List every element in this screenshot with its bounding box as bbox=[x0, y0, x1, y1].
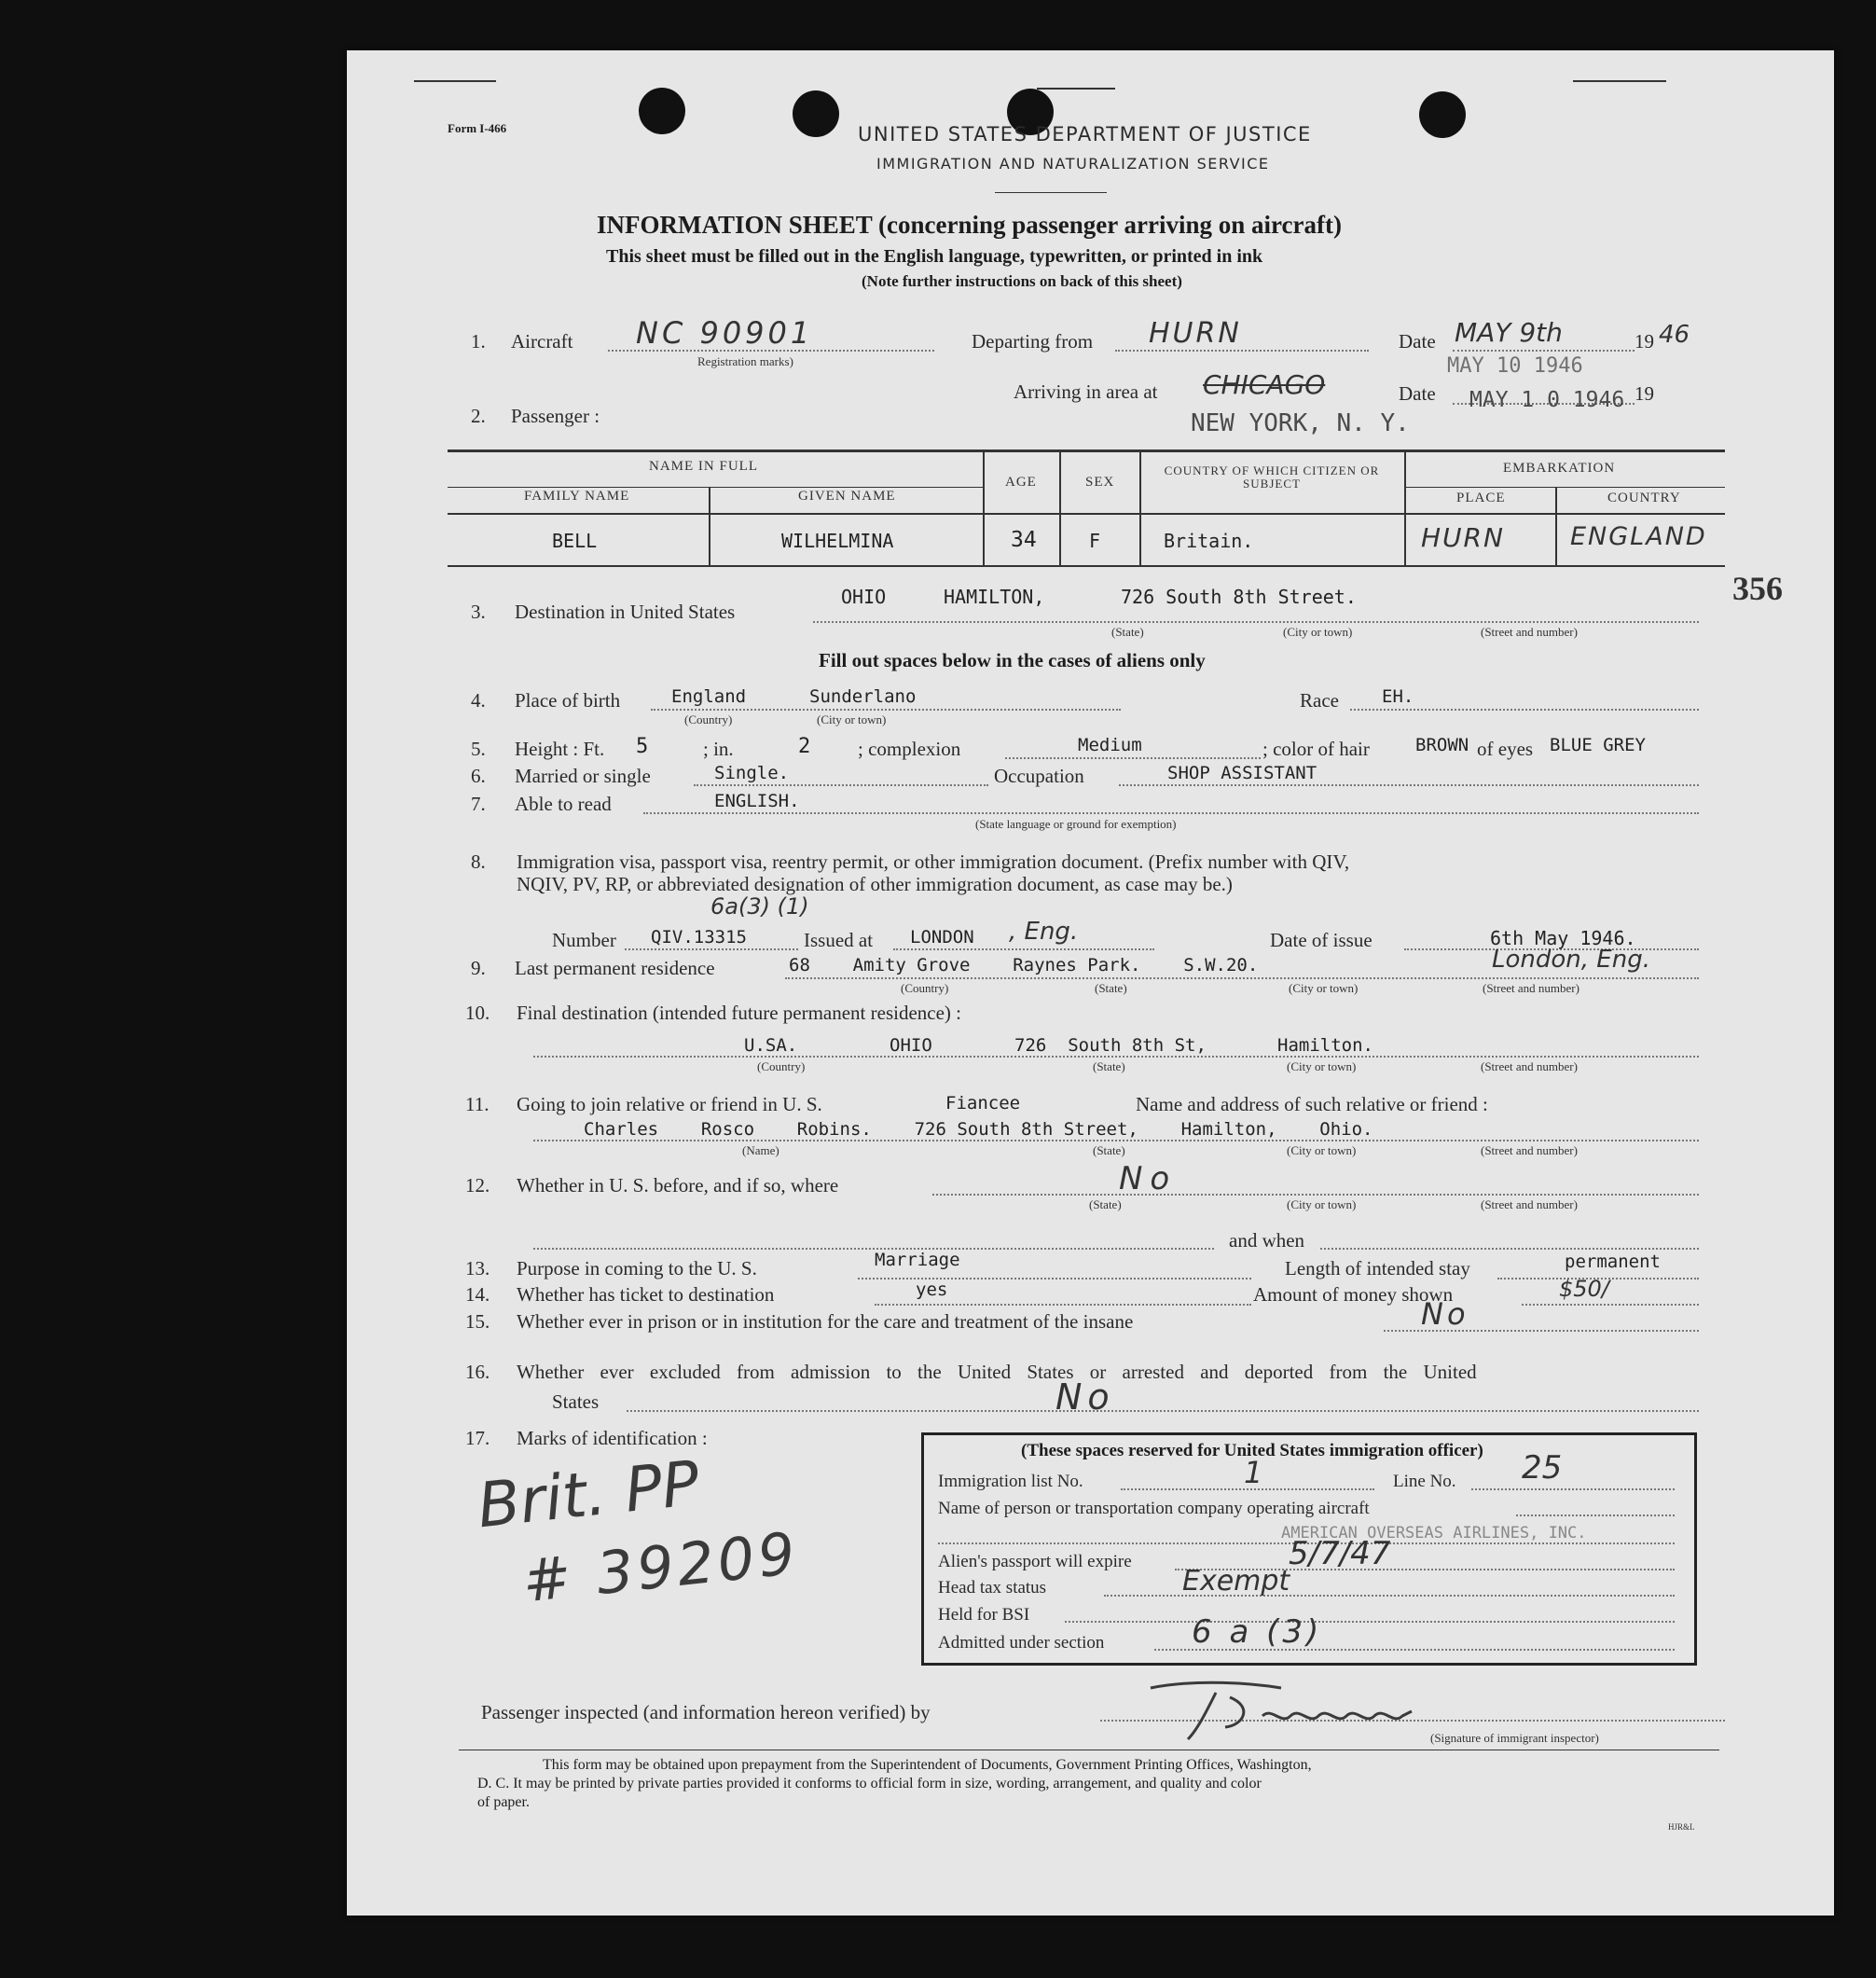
arrival-date-stamp: MAY 1 0 1946 bbox=[1469, 388, 1625, 412]
aliens-only-heading: Fill out spaces below in the cases of aliens only bbox=[819, 649, 1206, 671]
final-city[interactable]: Hamilton. bbox=[1277, 1035, 1373, 1056]
birthplace-label: Place of birth bbox=[515, 689, 621, 712]
stay-value[interactable]: permanent bbox=[1565, 1252, 1661, 1272]
complexion-line bbox=[1005, 757, 1261, 759]
money-value[interactable]: $50/ bbox=[1559, 1276, 1609, 1302]
given-name-value[interactable]: WILHELMINA bbox=[781, 530, 894, 552]
agency-name: UNITED STATES DEPARTMENT OF JUSTICE bbox=[858, 123, 1312, 145]
birthplace-line bbox=[651, 709, 1121, 711]
stay-label: Length of intended stay bbox=[1285, 1257, 1470, 1279]
top-tick-right bbox=[1573, 80, 1666, 82]
height-inches[interactable]: 2 bbox=[798, 735, 811, 758]
visa-number-value[interactable]: QIV.13315 bbox=[651, 927, 747, 948]
q5-number: 5. bbox=[471, 738, 486, 760]
issued-at-handwritten: , Eng. bbox=[1009, 918, 1079, 946]
punch-hole-4 bbox=[1419, 91, 1466, 138]
q13-number: 13. bbox=[465, 1257, 490, 1279]
marital-label: Married or single bbox=[515, 765, 651, 787]
punch-hole-1 bbox=[639, 88, 685, 134]
name-in-full-header: NAME IN FULL bbox=[649, 459, 758, 474]
residence-line bbox=[785, 977, 1699, 979]
form-title: INFORMATION SHEET (concerning passenger arriving on aircraft) bbox=[597, 211, 1342, 239]
col-divider-6 bbox=[1555, 487, 1557, 565]
join-relative-label: Going to join relative or friend in U. S. bbox=[517, 1093, 822, 1115]
q8-number: 8. bbox=[471, 851, 486, 873]
q12-number: 12. bbox=[465, 1174, 490, 1196]
residence-value[interactable]: 68 Amity Grove Raynes Park. S.W.20. bbox=[789, 955, 1259, 975]
passport-expire-label: Alien's passport will expire bbox=[938, 1552, 1132, 1571]
year-value[interactable]: 46 bbox=[1659, 321, 1690, 349]
destination-street[interactable]: 726 South 8th Street. bbox=[1121, 586, 1357, 608]
excluded-value[interactable]: No bbox=[1055, 1376, 1115, 1418]
sex-value[interactable]: F bbox=[1089, 530, 1101, 552]
money-label: Amount of money shown bbox=[1253, 1283, 1454, 1306]
prior-visit-label: Whether in U. S. before, and if so, where bbox=[517, 1174, 839, 1196]
section-label: Admitted under section bbox=[938, 1633, 1105, 1653]
final-state[interactable]: OHIO bbox=[890, 1035, 932, 1056]
occupation-line bbox=[1119, 784, 1699, 786]
q17-number: 17. bbox=[465, 1427, 490, 1449]
ticket-line bbox=[875, 1304, 1251, 1306]
destination-state-caption: (State) bbox=[1111, 625, 1144, 639]
q3-number: 3. bbox=[471, 601, 486, 623]
destination-city-caption: (City or town) bbox=[1283, 625, 1353, 639]
when-line-left bbox=[533, 1248, 1214, 1250]
issued-at-line bbox=[893, 948, 1154, 950]
birth-city-caption: (City or town) bbox=[817, 712, 887, 726]
money-line bbox=[1522, 1304, 1699, 1306]
aircraft-value[interactable]: NC 90901 bbox=[636, 315, 814, 351]
issue-date-label: Date of issue bbox=[1270, 929, 1373, 951]
age-value[interactable]: 34 bbox=[1011, 528, 1037, 552]
complexion-label: ; complexion bbox=[858, 738, 961, 760]
final-destination-label: Final destination (intended future permanent residence) : bbox=[517, 1002, 962, 1024]
form-sheet bbox=[347, 50, 1834, 1916]
hair-label: ; color of hair bbox=[1262, 738, 1370, 760]
final-state-caption: (State) bbox=[1093, 1059, 1125, 1073]
table-sub-rule bbox=[448, 487, 983, 488]
eyes-value[interactable]: BLUE GREY bbox=[1550, 735, 1646, 755]
arrival-year-prefix: 19 bbox=[1635, 382, 1654, 405]
read-line bbox=[643, 812, 1699, 814]
prior-visit-state-caption: (State) bbox=[1089, 1197, 1122, 1211]
final-country-caption: (Country) bbox=[757, 1059, 806, 1073]
col-divider-2 bbox=[983, 450, 985, 565]
company-label: Name of person or transportation company operating aircraft bbox=[938, 1499, 1370, 1518]
top-tick-mid bbox=[1037, 88, 1115, 90]
form-number: Form I-466 bbox=[448, 121, 507, 135]
excluded-text-line1: Whether ever excluded from admission to the United States or arrested and deported from the United bbox=[517, 1361, 1477, 1383]
visa-text-line2: NQIV, PV, RP, or abbreviated designation of other immigration document, as case may be.) bbox=[517, 873, 1233, 895]
residence-handwritten: London, Eng. bbox=[1492, 946, 1650, 974]
issue-date-value[interactable]: 6th May 1946. bbox=[1490, 927, 1636, 949]
marital-value[interactable]: Single. bbox=[714, 763, 790, 783]
received-date-stamp: MAY 10 1946 bbox=[1447, 354, 1583, 378]
read-label: Able to read bbox=[515, 793, 612, 815]
registration-caption: Registration marks) bbox=[697, 354, 793, 368]
departing-value[interactable]: HURN bbox=[1149, 317, 1242, 350]
q10-number: 10. bbox=[465, 1002, 490, 1024]
read-caption: (State language or ground for exemption) bbox=[975, 817, 1177, 831]
punch-hole-2 bbox=[793, 90, 839, 137]
line-no-line bbox=[1471, 1488, 1675, 1490]
residence-country-caption: (Country) bbox=[901, 981, 949, 995]
destination-label: Destination in United States bbox=[515, 601, 736, 623]
company-stamp: AMERICAN OVERSEAS AIRLINES, INC. bbox=[1281, 1524, 1587, 1542]
height-inches-label: ; in. bbox=[703, 738, 734, 760]
height-label: Height : Ft. bbox=[515, 738, 605, 760]
relative-city-caption: (City or town) bbox=[1287, 1143, 1357, 1157]
birth-country[interactable]: England bbox=[671, 686, 747, 707]
visa-annotation: 6a(3) (1) bbox=[710, 893, 809, 920]
departing-line bbox=[1115, 350, 1369, 352]
birth-country-caption: (Country) bbox=[684, 712, 733, 726]
relative-value[interactable]: Charles Rosco Robins. 726 South 8th Street, Hamilton, Ohio. bbox=[584, 1119, 1373, 1140]
marital-line bbox=[694, 784, 988, 786]
visa-number-label: Number bbox=[552, 929, 616, 951]
company-line bbox=[1516, 1515, 1675, 1516]
table-bottom-rule bbox=[448, 565, 1725, 567]
ticket-value[interactable]: yes bbox=[916, 1279, 948, 1300]
final-city-caption: (City or town) bbox=[1287, 1059, 1357, 1073]
family-name-value[interactable]: BELL bbox=[552, 530, 598, 552]
signature-caption: (Signature of immigrant inspector) bbox=[1430, 1731, 1599, 1745]
final-street-caption: (Street and number) bbox=[1481, 1059, 1578, 1073]
family-name-header: FAMILY NAME bbox=[524, 489, 630, 504]
relation-value[interactable]: Fiancee bbox=[945, 1093, 1021, 1113]
embarkation-country-header: COUNTRY bbox=[1607, 491, 1681, 505]
embarkation-country-value[interactable]: ENGLAND bbox=[1570, 522, 1707, 551]
inspected-label: Passenger inspected (and information hereon verified) by bbox=[481, 1701, 931, 1723]
top-tick-left bbox=[414, 80, 496, 82]
prior-visit-value[interactable]: No bbox=[1119, 1160, 1178, 1197]
departure-date[interactable]: MAY 9th bbox=[1455, 317, 1563, 348]
when-label: and when bbox=[1229, 1229, 1305, 1252]
ticket-label: Whether has ticket to destination bbox=[517, 1283, 775, 1306]
occupation-label: Occupation bbox=[994, 765, 1084, 787]
table-top-rule bbox=[448, 450, 1725, 452]
identification-hand-line2: # 39209 bbox=[518, 1518, 802, 1616]
col-divider-5 bbox=[1404, 450, 1406, 565]
aircraft-label: Aircraft bbox=[511, 330, 573, 353]
col-divider-1 bbox=[709, 487, 710, 565]
q9-number: 9. bbox=[471, 957, 486, 979]
section-value[interactable]: 6 a (3) bbox=[1192, 1613, 1323, 1651]
line-no-value[interactable]: 25 bbox=[1522, 1449, 1563, 1487]
arriving-stamp: NEW YORK, N. Y. bbox=[1191, 409, 1410, 437]
destination-street-caption: (Street and number) bbox=[1481, 625, 1578, 639]
form-subtitle: This sheet must be filled out in the English language, typewritten, or printed in ink bbox=[606, 246, 1263, 267]
footer-line1: This form may be obtained upon prepayment from the Superintendent of Documents, Government Printing Offices, Washington, bbox=[543, 1757, 1312, 1773]
col-divider-4 bbox=[1139, 450, 1141, 565]
head-tax-value[interactable]: Exempt bbox=[1182, 1565, 1290, 1598]
q7-number: 7. bbox=[471, 793, 486, 815]
height-feet[interactable]: 5 bbox=[636, 735, 649, 758]
purpose-value[interactable]: Marriage bbox=[875, 1250, 960, 1270]
list-no-label: Immigration list No. bbox=[938, 1472, 1083, 1491]
relative-address-label: Name and address of such relative or friend : bbox=[1136, 1093, 1488, 1115]
when-line-right bbox=[1320, 1248, 1699, 1250]
date-line bbox=[1453, 350, 1635, 352]
eyes-label: of eyes bbox=[1477, 738, 1534, 760]
footer-line2: D. C. It may be printed by private parties provided it conforms to official form in size, wording, arrangement, and quality and color bbox=[477, 1776, 1262, 1791]
issued-at-value[interactable]: LONDON bbox=[910, 927, 974, 948]
relative-state-caption: (State) bbox=[1093, 1143, 1125, 1157]
prison-value[interactable]: No bbox=[1421, 1296, 1469, 1332]
prison-label: Whether ever in prison or in institution for the care and treatment of the insane bbox=[517, 1310, 1134, 1333]
line-no-label: Line No. bbox=[1393, 1472, 1456, 1491]
residence-city-caption: (City or town) bbox=[1289, 981, 1359, 995]
relative-street-caption: (Street and number) bbox=[1481, 1143, 1578, 1157]
excluded-text-line2: States bbox=[552, 1390, 600, 1413]
passport-expire-value[interactable]: 5/7/47 bbox=[1289, 1535, 1391, 1572]
side-number: 356 bbox=[1732, 570, 1783, 607]
complexion-value[interactable]: Medium bbox=[1078, 735, 1142, 755]
q11-number: 11. bbox=[465, 1093, 490, 1115]
occupation-value[interactable]: SHOP ASSISTANT bbox=[1167, 763, 1317, 783]
relative-line bbox=[533, 1140, 1699, 1141]
q4-number: 4. bbox=[471, 689, 486, 712]
date-label: Date bbox=[1399, 330, 1436, 353]
form-note: (Note further instructions on back of this sheet) bbox=[862, 272, 1182, 290]
table-sub-rule-right bbox=[1404, 487, 1725, 488]
final-country[interactable]: U.SA. bbox=[744, 1035, 798, 1056]
race-value[interactable]: EH. bbox=[1382, 686, 1414, 707]
place-header: PLACE bbox=[1456, 491, 1506, 505]
race-label: Race bbox=[1300, 689, 1339, 712]
birth-city[interactable]: Sunderlano bbox=[809, 686, 917, 707]
arriving-struck-value: CHICAGO bbox=[1203, 369, 1326, 400]
destination-city[interactable]: HAMILTON, bbox=[944, 586, 1045, 608]
table-header-rule bbox=[448, 513, 1725, 515]
residence-street-caption: (Street and number) bbox=[1483, 981, 1579, 995]
officer-box-title: (These spaces reserved for United States immigration officer) bbox=[1021, 1441, 1483, 1460]
destination-line bbox=[813, 621, 1699, 623]
final-street[interactable]: 726 South 8th St, bbox=[1014, 1035, 1207, 1056]
prior-visit-street-caption: (Street and number) bbox=[1481, 1197, 1578, 1211]
arriving-label: Arriving in area at bbox=[1014, 380, 1158, 403]
final-destination-line bbox=[533, 1056, 1699, 1058]
q6-number: 6. bbox=[471, 765, 486, 787]
arrival-date-label: Date bbox=[1399, 382, 1436, 405]
age-header: AGE bbox=[1005, 475, 1037, 490]
q14-number: 14. bbox=[465, 1283, 490, 1306]
list-no-value[interactable]: 1 bbox=[1244, 1455, 1263, 1490]
issued-at-label: Issued at bbox=[804, 929, 874, 951]
service-name: IMMIGRATION AND NATURALIZATION SERVICE bbox=[876, 155, 1270, 173]
passenger-label: Passenger : bbox=[511, 405, 600, 427]
sex-header: SEX bbox=[1085, 475, 1115, 490]
printer-mark: HJR&L bbox=[1668, 1822, 1695, 1832]
residence-label: Last permanent residence bbox=[515, 957, 715, 979]
purpose-label: Purpose in coming to the U. S. bbox=[517, 1257, 757, 1279]
head-tax-label: Head tax status bbox=[938, 1578, 1047, 1598]
embarkation-header: EMBARKATION bbox=[1503, 461, 1616, 476]
hair-value[interactable]: BROWN bbox=[1415, 735, 1469, 755]
year-prefix: 19 bbox=[1635, 330, 1654, 353]
col-divider-3 bbox=[1059, 450, 1061, 565]
citizenship-value[interactable]: Britain. bbox=[1164, 530, 1254, 552]
citizenship-header: COUNTRY OF WHICH CITIZEN OR SUBJECT bbox=[1164, 463, 1380, 491]
residence-state-caption: (State) bbox=[1095, 981, 1127, 995]
given-name-header: GIVEN NAME bbox=[798, 489, 896, 504]
q15-number: 15. bbox=[465, 1310, 490, 1333]
header-rule bbox=[995, 192, 1107, 193]
identification-label: Marks of identification : bbox=[517, 1427, 708, 1449]
prior-visit-line bbox=[932, 1194, 1699, 1196]
destination-state[interactable]: OHIO bbox=[841, 586, 887, 608]
relative-name-caption: (Name) bbox=[742, 1143, 779, 1157]
q16-number: 16. bbox=[465, 1361, 490, 1383]
q1-number: 1. bbox=[471, 330, 486, 353]
embarkation-place-value[interactable]: HURN bbox=[1421, 522, 1505, 553]
bsi-line bbox=[1065, 1621, 1675, 1623]
identification-hand-line1: Brit. PP bbox=[474, 1446, 703, 1542]
read-value[interactable]: ENGLISH. bbox=[714, 791, 800, 811]
prior-visit-city-caption: (City or town) bbox=[1287, 1197, 1357, 1211]
visa-text-line1: Immigration visa, passport visa, reentry permit, or other immigration document. (Prefix number with QIV, bbox=[517, 851, 1350, 873]
footer-line3: of paper. bbox=[477, 1794, 530, 1810]
departing-label: Departing from bbox=[972, 330, 1094, 353]
q2-number: 2. bbox=[471, 405, 486, 427]
race-line bbox=[1350, 709, 1699, 711]
excluded-line bbox=[627, 1410, 1699, 1412]
visa-number-line bbox=[625, 948, 798, 950]
bsi-label: Held for BSI bbox=[938, 1605, 1030, 1625]
